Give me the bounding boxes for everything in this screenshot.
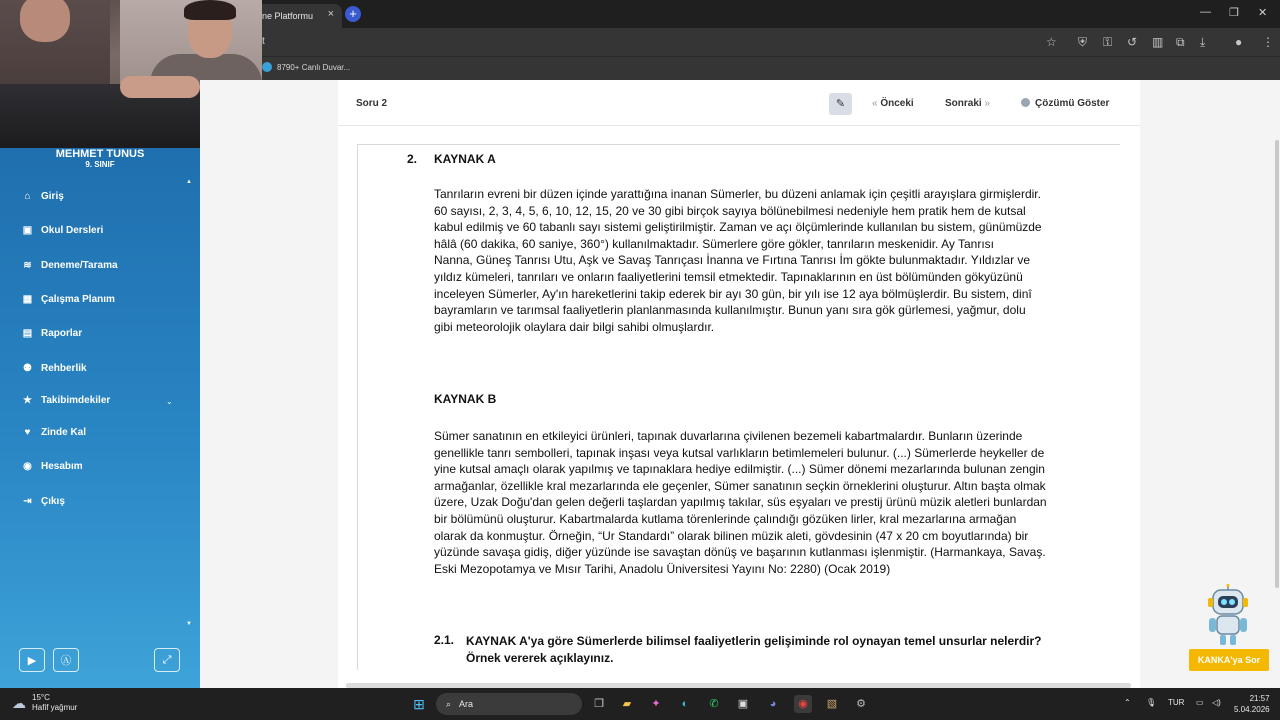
question-label: Soru 2 (356, 98, 388, 109)
sidebar-item-cikis[interactable] (22, 496, 65, 507)
tab-title: ne Platformu (262, 11, 314, 21)
search-icon: ⌕ (446, 698, 452, 709)
sidebar-item-hesabim[interactable] (22, 461, 83, 472)
microphone-icon[interactable]: 🎙 (1146, 698, 1157, 707)
calendar-icon: ▦ (22, 294, 33, 305)
sidebar-item-label: Çıkış (41, 496, 65, 507)
ask-kanka-button[interactable]: KANKA'ya Sor (1189, 649, 1269, 671)
book-icon: ▣ (22, 225, 33, 236)
sidebar-item-label: Rehberlik (41, 363, 87, 374)
sidebar-item-deneme-tarama[interactable] (22, 260, 118, 271)
webcam-hand (120, 76, 200, 98)
file-explorer-icon[interactable]: ▰ (622, 698, 632, 710)
bookmark-item[interactable] (262, 62, 350, 72)
clock-date: 5.04.2026 (1234, 705, 1270, 714)
sidebar-item-label: Hesabım (41, 461, 83, 472)
question-number: 2. (407, 152, 418, 166)
search-placeholder: Ara (459, 699, 474, 709)
history-icon[interactable]: ↺ (1127, 35, 1138, 49)
bookmark-label: 8790+ Canlı Duvar... (277, 62, 351, 72)
weather-widget[interactable] (12, 693, 77, 713)
game-app-icon[interactable]: ▧ (826, 698, 838, 710)
people-icon: ⚉ (23, 363, 32, 374)
app-store-button[interactable] (53, 648, 79, 672)
double-chevron-left-icon: « (872, 98, 878, 109)
tray-expand-icon[interactable]: ⌃ (1124, 698, 1131, 707)
sidebar-item-label: Raporlar (41, 328, 83, 339)
clock[interactable] (1234, 693, 1270, 715)
copilot-icon[interactable]: ✦ (651, 698, 661, 710)
sidebar-item-rehberlik[interactable] (22, 363, 87, 374)
sub-question-text: KAYNAK A'ya göre Sümerlerde bilimsel faaliyetlerin gelişiminde rol oynayan temel unsurlar nelerdir? Örnek vererek açıklayınız. (466, 634, 1042, 665)
source-a-title: KAYNAK A (434, 152, 496, 166)
minimize-icon[interactable]: — (1200, 6, 1211, 18)
sidebar-item-label: Zinde Kal (41, 427, 87, 438)
taskbar-search[interactable] (436, 693, 582, 715)
show-solution-button[interactable] (1021, 98, 1109, 109)
sidebar-item-takibimdekiler[interactable] (22, 395, 110, 406)
sidebar-item-label: Çalışma Planım (41, 294, 115, 305)
user-name: MEHMET TUNUS (55, 148, 145, 160)
play-store-icon: ▶ (27, 654, 37, 667)
network-icon[interactable]: ▭ (1196, 698, 1204, 707)
sub-question-number: 2.1. (434, 633, 455, 647)
sidebar-item-raporlar[interactable] (22, 328, 82, 339)
trash-icon[interactable]: ▥ (1152, 35, 1164, 49)
sidebar (0, 148, 200, 688)
scroll-down-icon[interactable]: ▼ (186, 621, 192, 627)
maximize-icon[interactable]: ❐ (1229, 7, 1239, 19)
robot-assistant-icon[interactable] (1201, 584, 1255, 648)
sidebar-item-label: Deneme/Tarama (41, 260, 118, 271)
url-field[interactable]: t (262, 36, 265, 47)
expand-icon: ⤢ (162, 653, 172, 666)
menu-dots-icon[interactable]: ⋮ (1262, 35, 1274, 49)
next-button[interactable] (945, 98, 990, 109)
sidebar-item-giris[interactable] (22, 191, 64, 202)
chrome-icon[interactable]: ◉ (794, 695, 812, 713)
google-play-button[interactable] (19, 648, 45, 672)
previous-label: Önceki (880, 98, 914, 109)
pencil-icon[interactable]: ✎ (829, 93, 852, 115)
scroll-up-icon[interactable]: ▲ (186, 179, 192, 185)
tab-close-icon[interactable]: × (327, 8, 334, 20)
temperature: 15°C (32, 693, 50, 702)
translate-icon[interactable]: ⧉ (1176, 35, 1185, 49)
sidebar-item-label: Okul Dersleri (41, 225, 104, 236)
weather-desc: Hafif yağmur (32, 703, 78, 712)
download-icon[interactable]: ⤓ (1200, 35, 1206, 49)
edge-icon[interactable]: ◐ (681, 698, 689, 710)
previous-button[interactable] (872, 98, 914, 109)
extension-icon[interactable]: ⛨ (1078, 35, 1088, 49)
key-icon[interactable]: ⚿ (1103, 35, 1113, 49)
expand-button[interactable] (154, 648, 180, 672)
sidebar-item-calisma-planim[interactable] (22, 294, 115, 305)
question-toolbar (338, 80, 1140, 126)
chart-icon: ▤ (22, 328, 33, 339)
steam-icon[interactable]: ⚙ (856, 698, 866, 710)
cloud-rain-icon: ☁ (12, 694, 26, 711)
taskbar (0, 688, 1280, 720)
sidebar-item-okul-dersleri[interactable] (22, 225, 103, 236)
show-solution-label: Çözümü Göster (1035, 98, 1110, 109)
new-tab-button[interactable]: + (345, 6, 361, 22)
source-a-text: Tanrıların evreni bir düzen içinde yarattığına inanan Sümerler, bu düzeni anlamak için çeşitli arayışlara girmişlerdir. 60 sayısı, 2, 3, 4, 5, 6, 10, 12, 15, 20 ve 30 gibi birçok sayıya bölünebilmesi nedeniyle hem pratik hem de kutsal kabul edilmiş ve 60 tabanlı sayı sistemi geliştirilmiştir. Zaman ve açı ölçümlerinde kullanılan bu sistem, günümüzde hâlâ (60 dakika, 60 saniye, 360°) kullanılmaktadır. Sümerlere göre gökler, tanrıların meskenidir. Ay Tanrısı Nanna, Güneş Tanrısı Utu, Aşk ve Savaş Tanrıçası İnanna ve Fırtına Tanrısı İm gökte bulunmaktadır. Yıldızlar ve yıldız kümeleri, tanrıları ve onların faaliyetlerini temsil etmektedir. Tapınaklarının en üst bölümünden gökyüzünü inceleyen Sümerler, Ay'ın hareketlerini takip ederek bir ayı 30 gün, bir yılı ise 12 aya bölmüşlerdir. Bu sistem, dinî bayramların ve tarımsal faaliyetlerin planlanmasında kullanılmıştır. Bunun yanı sıra gök gürlemesi, yağmur, dolu gibi meteorolojik olaylara dair bilgi sahibi olmuşlardır. (434, 187, 1042, 334)
layers-icon: ≋ (23, 260, 32, 271)
solution-dot-icon (1021, 98, 1030, 107)
profile-avatar-icon[interactable]: ● (1235, 35, 1243, 49)
webcam-face-left (20, 0, 70, 42)
sidebar-item-zinde-kal[interactable] (22, 427, 86, 438)
user-class: 9. SINIF (85, 160, 115, 169)
vertical-scrollbar[interactable] (1275, 140, 1279, 588)
app-store-icon: Ⓐ (60, 655, 72, 667)
store-icon[interactable]: ▣ (737, 698, 749, 710)
clock-time: 21:57 (1249, 694, 1270, 703)
language-indicator[interactable]: TUR (1168, 698, 1185, 707)
volume-icon[interactable]: ◁) (1212, 698, 1221, 707)
user-icon: ◉ (23, 461, 32, 472)
whatsapp-icon[interactable]: ✆ (709, 698, 719, 710)
bookmark-star-icon[interactable]: ☆ (1046, 35, 1057, 49)
windows-start-icon[interactable]: ⊞ (413, 696, 425, 712)
star-icon: ★ (23, 395, 32, 406)
bookmark-favicon-icon (262, 62, 272, 72)
webcam-hair (184, 0, 236, 20)
home-icon: ⌂ (24, 191, 31, 202)
source-b-text: Sümer sanatının en etkileyici ürünleri, tapınak duvarlarına çivilenen bezemeli kabartmalardır. Bunların üzerinde genellikle tanrı sembolleri, tapınak inşası veya kutsal varlıkların betimlemeleri bulunur. (...) Sümerlerde heykeller de yine kutsal amaçlı olarak yapılmış ve tapınaklara hediye edilmiştir. (...) Sümer dönemi mezarlarında bulunan zengin armağanlar, özellikle kral mezarlarında ele geçenler, Sümer sanatının seçkin örneklerini oluşturur. Altın başta olmak üzere, Uzak Doğu'dan gelen değerli taşlardan yapılmış takılar, süs eşyaları ve prestij ürünü müzik aletleri bunlardan bir bölümünü oluşturur. Kabartmalarda kutlama törenlerinde çalındığı gözüken lirler, kral mezarlarına armağan olarak da konmuştur. Örneğin, “Ur Standardı” olarak bilinen müzik aleti, gövdesinin (47 x 20 cm boyutlarında) bir yüzünde savaşa gidiş, diğer yüzünde ise savaştan dönüş ve başarının kutlanması işlenmiştir. (Harmankaya, Savaş. Eski Mezopotamya ve Mısır Tarihi, Anadolu Üniversitesi Yayını No: 2280) (Ocak 2019) (434, 429, 1047, 576)
source-b-title: KAYNAK B (434, 392, 497, 406)
heart-icon: ♥ (24, 427, 31, 438)
next-label: Sonraki (945, 98, 982, 109)
close-window-icon[interactable]: ✕ (1258, 7, 1268, 19)
sidebar-item-label: Takibimdekiler (41, 395, 111, 406)
task-view-icon[interactable]: ❐ (594, 698, 604, 710)
chevron-down-icon[interactable]: ⌄ (166, 397, 173, 406)
discord-icon[interactable]: ◕ (769, 698, 777, 710)
double-chevron-right-icon: » (984, 98, 991, 109)
logout-icon: ⇥ (23, 496, 32, 507)
sidebar-item-label: Giriş (41, 191, 64, 202)
